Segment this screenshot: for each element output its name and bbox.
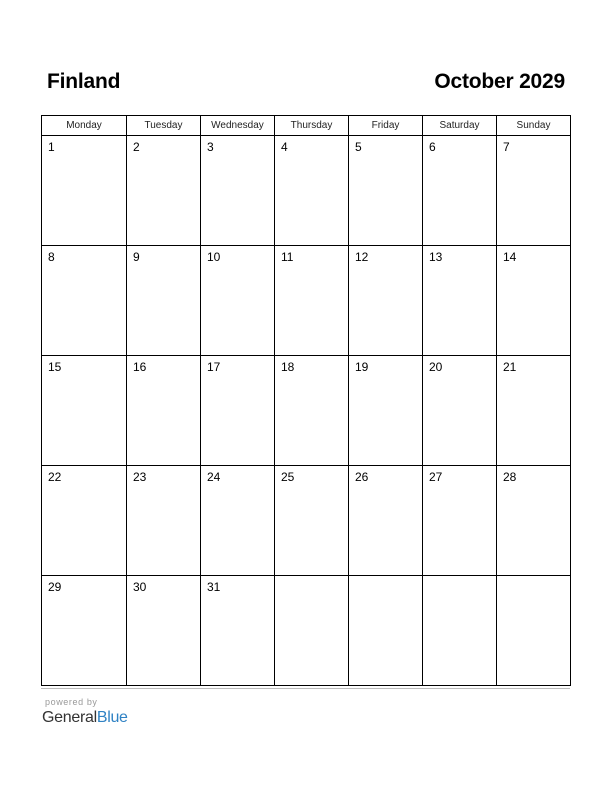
- logo-general-text: General: [42, 709, 97, 726]
- day-cell: [42, 246, 127, 356]
- day-number: 6: [429, 140, 436, 154]
- day-cell: [275, 136, 349, 246]
- day-cell: [127, 136, 201, 246]
- day-cell: [497, 576, 571, 686]
- day-cell: [497, 136, 571, 246]
- day-number: 9: [133, 250, 140, 264]
- weekday-friday: Friday: [349, 116, 423, 136]
- day-number: 16: [133, 360, 147, 374]
- day-number: 18: [281, 360, 295, 374]
- day-number: 14: [503, 250, 517, 264]
- day-number: 28: [503, 470, 517, 484]
- day-cell: [201, 576, 275, 686]
- week-row-3: [42, 356, 571, 466]
- week-row-1: [42, 136, 571, 246]
- day-cell: [349, 246, 423, 356]
- powered-by-text: powered by: [45, 697, 98, 707]
- day-cell: [349, 356, 423, 466]
- day-number: 23: [133, 470, 147, 484]
- day-number: 11: [281, 250, 294, 264]
- day-number: 3: [207, 140, 214, 154]
- weekday-thursday: Thursday: [275, 116, 349, 136]
- day-cell: [201, 246, 275, 356]
- day-cell: [42, 136, 127, 246]
- week-row-2: [42, 246, 571, 356]
- day-number: 1: [48, 140, 55, 154]
- day-number: [349, 576, 422, 580]
- day-cell: [127, 356, 201, 466]
- day-number: 21: [503, 360, 517, 374]
- day-number: [275, 576, 348, 580]
- week-row-5: [42, 576, 571, 686]
- day-cell: [423, 356, 497, 466]
- day-number: 10: [207, 250, 221, 264]
- day-cell: [127, 246, 201, 356]
- day-cell: [349, 136, 423, 246]
- day-cell: [275, 246, 349, 356]
- day-number: 27: [429, 470, 443, 484]
- day-cell: [423, 246, 497, 356]
- month-year-title: October 2029: [434, 70, 565, 93]
- day-number: 5: [355, 140, 362, 154]
- day-number: 31: [207, 580, 221, 594]
- country-title: Finland: [47, 70, 121, 93]
- day-number: 2: [133, 140, 140, 154]
- week-row-4: [42, 466, 571, 576]
- day-cell: [275, 466, 349, 576]
- day-number: 8: [48, 250, 55, 264]
- day-cell: [42, 356, 127, 466]
- day-number: 15: [48, 360, 62, 374]
- weekday-saturday: Saturday: [423, 116, 497, 136]
- day-number: 17: [207, 360, 221, 374]
- day-cell: [42, 466, 127, 576]
- day-number: 29: [48, 580, 62, 594]
- day-cell: [349, 466, 423, 576]
- footer-divider: [41, 688, 570, 689]
- day-cell: [275, 576, 349, 686]
- day-number: 4: [281, 140, 288, 154]
- day-cell: [497, 466, 571, 576]
- day-number: 22: [48, 470, 62, 484]
- weekday-sunday: Sunday: [497, 116, 571, 136]
- day-number: 20: [429, 360, 443, 374]
- calendar-header: [41, 70, 570, 98]
- generalblue-logo[interactable]: [42, 709, 128, 727]
- day-cell: [127, 466, 201, 576]
- day-number: 24: [207, 470, 221, 484]
- day-number: [423, 576, 496, 580]
- day-cell: [42, 576, 127, 686]
- day-cell: [423, 136, 497, 246]
- day-number: 19: [355, 360, 369, 374]
- day-cell: [349, 576, 423, 686]
- logo-blue-text: Blue: [96, 709, 128, 726]
- day-cell: [423, 466, 497, 576]
- calendar-grid: [41, 115, 571, 686]
- day-cell: [275, 356, 349, 466]
- day-cell: [201, 356, 275, 466]
- day-number: 12: [355, 250, 369, 264]
- weekday-tuesday: Tuesday: [127, 116, 201, 136]
- day-number: [497, 576, 570, 580]
- day-number: 30: [133, 580, 147, 594]
- weekday-monday: Monday: [42, 116, 127, 136]
- day-number: 13: [429, 250, 443, 264]
- weekday-header-row: [42, 116, 571, 136]
- day-cell: [127, 576, 201, 686]
- weekday-wednesday: Wednesday: [201, 116, 275, 136]
- day-cell: [201, 466, 275, 576]
- day-cell: [423, 576, 497, 686]
- day-number: 7: [503, 140, 510, 154]
- day-number: 26: [355, 470, 369, 484]
- day-cell: [201, 136, 275, 246]
- day-cell: [497, 356, 571, 466]
- day-cell: [497, 246, 571, 356]
- day-number: 25: [281, 470, 295, 484]
